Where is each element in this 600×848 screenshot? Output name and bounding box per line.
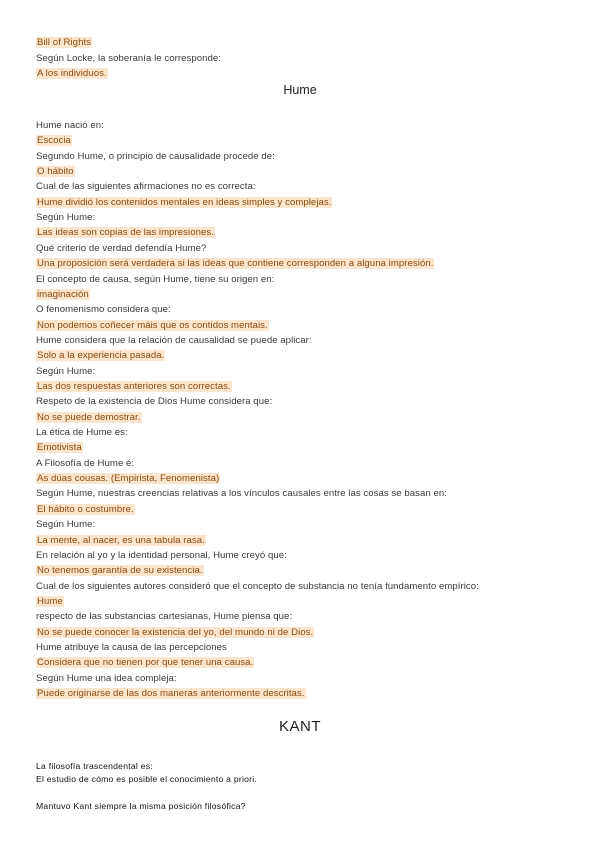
question-line: Cual de los siguientes autores consideró que el concepto de substancia no tenía fundamento empírico: bbox=[36, 580, 479, 592]
answer-line bbox=[36, 411, 142, 424]
answer-line bbox=[36, 349, 165, 362]
question-line: En relación al yo y la identidad personal, Hume creyó que: bbox=[36, 549, 287, 561]
answer-highlight: La mente, al nacer, es una tabula rasa. bbox=[37, 534, 205, 546]
answer-highlight: imaginación bbox=[37, 288, 89, 300]
answer-line bbox=[36, 441, 83, 454]
answer-line bbox=[36, 626, 314, 639]
answer-highlight: A los individuos. bbox=[37, 68, 107, 79]
intro-line-1 bbox=[36, 36, 92, 49]
answer-line bbox=[36, 656, 254, 669]
question-line: Hume atribuye la causa de las percepciones bbox=[36, 641, 227, 653]
answer-highlight: Non podemos coñecer máis que os contidos mentais. bbox=[37, 319, 268, 331]
answer-highlight: No se puede demostrar. bbox=[37, 411, 141, 423]
answer-line bbox=[36, 503, 135, 516]
answer-highlight: Escocia bbox=[37, 135, 71, 147]
question-line: O fenomenismo considera que: bbox=[36, 304, 171, 316]
answer-line bbox=[36, 257, 434, 270]
question-line: Hume nació en: bbox=[36, 120, 104, 131]
question-line: Según Hume: bbox=[36, 365, 96, 377]
question-line: Qué criterio de verdad defendía Hume? bbox=[36, 242, 207, 254]
answer-highlight: Hume bbox=[37, 595, 63, 607]
answer-highlight: Emotivista bbox=[37, 442, 82, 454]
question-line: Según Hume, nuestras creencias relativas a los vínculos causales entre las cosas se basan en: bbox=[36, 488, 448, 500]
answer-highlight: Considera que no tienen por que tener una causa. bbox=[37, 657, 254, 669]
answer-highlight: El hábito o costumbre. bbox=[37, 503, 134, 515]
kant-question: La filosofía trascendental es: bbox=[36, 761, 153, 771]
answer-highlight: O hábito bbox=[37, 166, 74, 178]
answer-line bbox=[36, 134, 72, 147]
intro-question: Según Locke, la soberanía le corresponde: bbox=[36, 53, 221, 64]
answer-highlight: No se puede conocer la existencia del yo, del mundo ni de Dios. bbox=[37, 626, 314, 638]
question-line: Según Hume: bbox=[36, 212, 96, 224]
answer-line bbox=[36, 288, 90, 301]
answer-line bbox=[36, 472, 220, 485]
question-line: Cual de las siguientes afirmaciones no es correcta: bbox=[36, 181, 256, 193]
answer-line bbox=[36, 534, 206, 547]
answer-line bbox=[36, 165, 75, 178]
answer-line bbox=[36, 687, 306, 700]
section-title-hume: Hume bbox=[283, 83, 317, 97]
answer-highlight: Hume dividió los contenidos mentales en ideas simples y complejas. bbox=[37, 196, 332, 208]
answer-highlight: Una proposición será verdadera si las ideas que contiene corresponden a alguna impresión. bbox=[37, 258, 434, 270]
answer-line bbox=[36, 196, 332, 209]
answer-line bbox=[36, 564, 204, 577]
answer-line bbox=[36, 595, 64, 608]
question-line: respecto de las substancias cartesianas, Hume piensa que: bbox=[36, 611, 293, 623]
kant-answer: El estudio de cómo es posible el conocimiento a priori. bbox=[36, 774, 258, 784]
section-title-kant: KANT bbox=[278, 718, 321, 735]
question-line: Respeto de la existencia de Dios Hume considera que: bbox=[36, 396, 273, 408]
question-line: A Filosofía de Hume é: bbox=[36, 457, 135, 469]
question-line: Segundo Hume, o principio de causalidade procede de: bbox=[36, 150, 275, 162]
answer-highlight: No tenemos garantía de su existencia. bbox=[37, 565, 203, 577]
answer-highlight: Puede originarse de las dos maneras anteriormente descritas. bbox=[37, 687, 305, 699]
answer-highlight: Las ideas son copias de las impresiones. bbox=[37, 227, 214, 239]
kant-question: Mantuvo Kant siempre la misma posición filosófica? bbox=[36, 801, 246, 811]
question-line: La ética de Hume es: bbox=[36, 427, 128, 438]
answer-highlight: Solo a la experiencia pasada. bbox=[37, 350, 165, 362]
answer-highlight: Las dos respuestas anteriores son correctas. bbox=[37, 380, 231, 392]
answer-line bbox=[36, 380, 232, 393]
answer-line bbox=[36, 319, 269, 332]
question-line: El concepto de causa, según Hume, tiene su origen en: bbox=[36, 273, 275, 285]
question-line: Según Hume: bbox=[36, 519, 96, 531]
question-line: Según Hume una idea compleja: bbox=[36, 672, 177, 684]
answer-highlight: As dúas cousas. (Empirista, Fenomenista) bbox=[37, 473, 220, 485]
answer-line bbox=[36, 226, 215, 239]
answer-highlight: Bill of Rights bbox=[37, 37, 92, 48]
intro-answer bbox=[36, 67, 108, 80]
question-line: Hume considera que la relación de causalidad se puede aplicar: bbox=[36, 334, 312, 346]
